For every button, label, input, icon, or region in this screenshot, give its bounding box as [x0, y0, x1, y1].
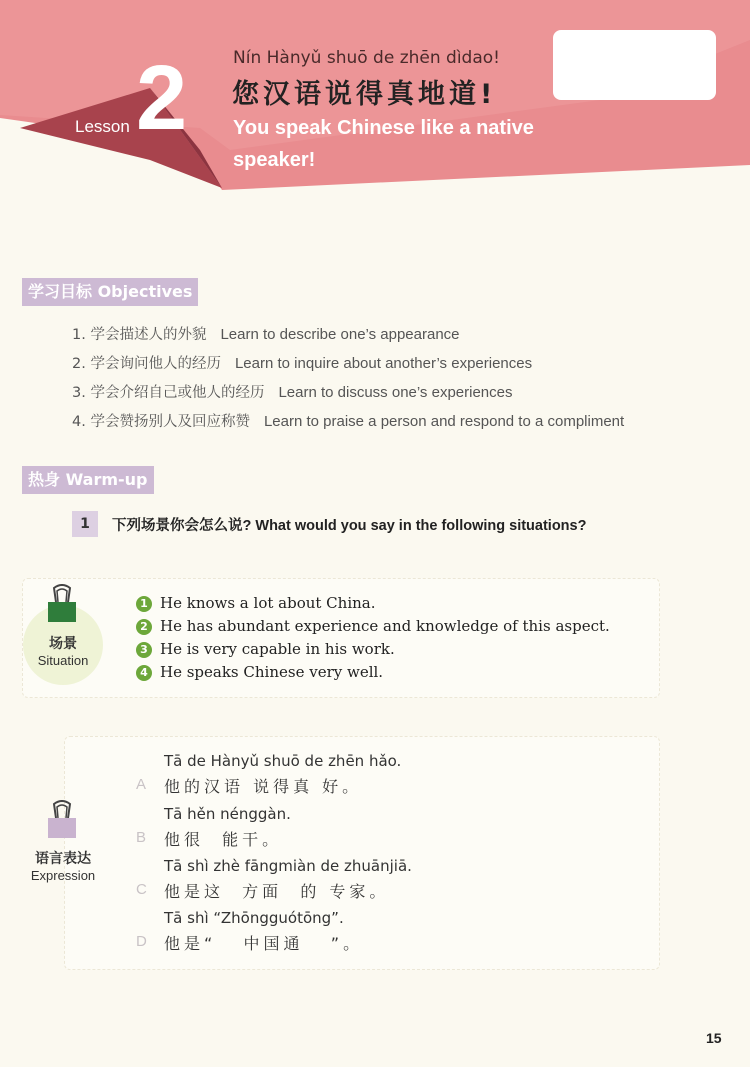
expression-letter: D: [136, 933, 147, 950]
objective-item: [72, 378, 624, 407]
objective-item: [72, 407, 624, 436]
objective-cn: 2. 学会询问他人的经历: [72, 356, 221, 372]
situation-text: He has abundant experience and knowledge of this aspect.: [160, 617, 610, 635]
expression-label-cn: 语言表达: [35, 851, 91, 867]
situation-label: [25, 633, 101, 668]
expression-pinyin: Tā hěn nénggàn.: [164, 805, 291, 823]
expression-chinese: 他是这 方面 的 专家。: [164, 882, 390, 901]
binder-clip-icon: [46, 584, 78, 626]
warmup-tag: 热身 Warm-up: [22, 466, 154, 494]
number-circle-icon: 4: [136, 665, 152, 681]
objective-cn: 3. 学会介绍自己或他人的经历: [72, 385, 265, 401]
situation-label-cn: 场景: [49, 636, 77, 652]
situation-item: [136, 661, 610, 684]
lesson-number: 2: [136, 47, 188, 149]
objective-en: Learn to praise a person and respond to a compliment: [263, 413, 625, 430]
situation-text: He knows a lot about China.: [160, 594, 376, 612]
lesson-label: Lesson: [75, 117, 130, 136]
binder-clip-icon: [46, 800, 78, 842]
objective-cn: 1. 学会描述人的外貌: [72, 327, 207, 343]
objective-en: Learn to describe one’s appearance: [220, 326, 460, 343]
objective-en: Learn to inquire about another’s experiences: [234, 355, 533, 372]
task-number: 1: [72, 511, 98, 537]
expression-letter: A: [136, 776, 147, 793]
header-blank-box: [553, 30, 716, 100]
situation-label-en: Situation: [37, 653, 89, 668]
number-circle-icon: 1: [136, 596, 152, 612]
situation-item: [136, 638, 610, 661]
expression-label: [20, 848, 106, 883]
expression-chinese: 他的汉语 说得真 好。: [164, 777, 363, 796]
objective-en: Learn to discuss one’s experiences: [278, 384, 513, 401]
task-instruction: 下列场景你会怎么说? What would you say in the following situations?: [112, 518, 587, 534]
expression-label-en: Expression: [30, 868, 96, 883]
number-circle-icon: 2: [136, 619, 152, 635]
title-pinyin: Nín Hànyǔ shuō de zhēn dìdao!: [233, 48, 500, 68]
situation-text: He speaks Chinese very well.: [160, 663, 384, 681]
expression-letter: C: [136, 881, 147, 898]
situation-list: [136, 592, 610, 684]
situation-text: He is very capable in his work.: [160, 640, 395, 658]
expression-chinese: 他是“ 中国通 ”。: [164, 934, 364, 953]
situation-item: [136, 592, 610, 615]
expression-pinyin: Tā de Hànyǔ shuō de zhēn hǎo.: [164, 752, 402, 770]
page-number: 15: [706, 1030, 722, 1046]
objective-item: [72, 349, 624, 378]
title-english: You speak Chinese like a native speaker!: [233, 117, 534, 171]
expression-chinese: 他很 能干。: [164, 830, 283, 849]
objective-cn: 4. 学会赞扬别人及回应称赞: [72, 414, 250, 430]
objectives-list: [72, 320, 624, 436]
objective-item: [72, 320, 624, 349]
title-chinese: 您汉语说得真地道!: [232, 79, 497, 110]
expression-pinyin: Tā shì zhè fāngmiàn de zhuānjiā.: [164, 857, 412, 875]
situation-item: [136, 615, 610, 638]
expression-pinyin: Tā shì “Zhōngguótōng”.: [164, 909, 344, 927]
number-circle-icon: 3: [136, 642, 152, 658]
objectives-tag: 学习目标 Objectives: [22, 278, 198, 306]
expression-letter: B: [136, 829, 147, 846]
